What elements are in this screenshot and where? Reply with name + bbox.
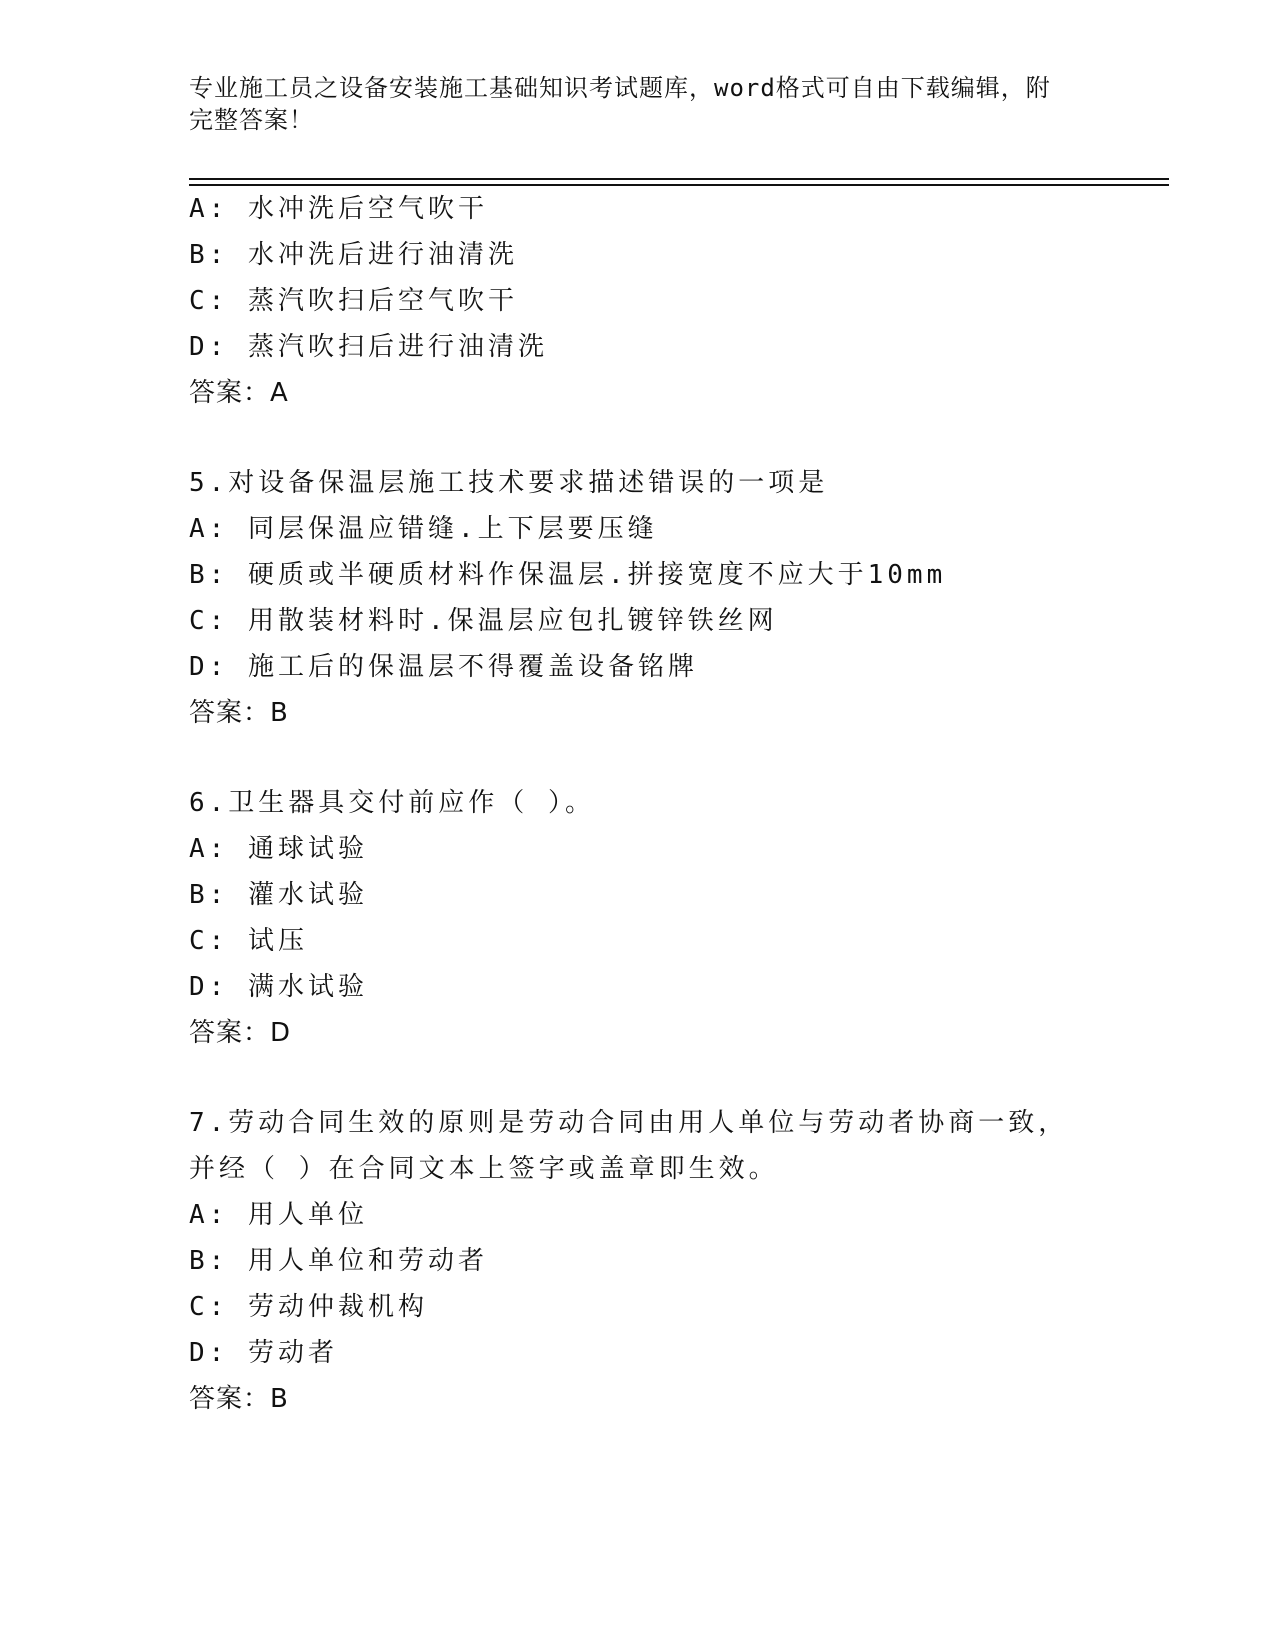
option-d: D: 满水试验 xyxy=(189,972,368,1002)
answer-line: 答案：A xyxy=(189,378,289,408)
question-block-4 xyxy=(189,186,1169,416)
document-header: 专业施工员之设备安装施工基础知识考试题库，word格式可自由下载编辑，附完整答案！ xyxy=(189,74,1051,134)
question-text: 5.对设备保温层施工技术要求描述错误的一项是 xyxy=(189,468,829,498)
answer-line: 答案：D xyxy=(189,1018,292,1048)
option-b: B: 灌水试验 xyxy=(189,880,368,910)
header-rule-top xyxy=(189,178,1169,180)
option-d: D: 劳动者 xyxy=(189,1338,338,1368)
option-a: A: 同层保温应错缝.上下层要压缝 xyxy=(189,514,658,544)
option-d: D: 施工后的保温层不得覆盖设备铭牌 xyxy=(189,652,698,682)
document-body xyxy=(189,186,1169,1422)
answer-line: 答案：B xyxy=(189,698,289,728)
option-a: A: 用人单位 xyxy=(189,1200,368,1230)
option-c: C: 劳动仲裁机构 xyxy=(189,1292,428,1322)
option-b: B: 用人单位和劳动者 xyxy=(189,1246,488,1276)
question-text: 6.卫生器具交付前应作（ ）。 xyxy=(189,788,595,818)
question-text: 7.劳动合同生效的原则是劳动合同由用人单位与劳动者协商一致，并经（ ）在合同文本上签字或盖章即生效。 xyxy=(189,1108,1069,1184)
answer-line: 答案：B xyxy=(189,1384,289,1414)
option-c: C: 用散装材料时.保温层应包扎镀锌铁丝网 xyxy=(189,606,778,636)
option-c: C: 蒸汽吹扫后空气吹干 xyxy=(189,286,518,316)
option-c: C: 试压 xyxy=(189,926,308,956)
question-block-5 xyxy=(189,460,1169,736)
option-a: A: 水冲洗后空气吹干 xyxy=(189,194,488,224)
option-d: D: 蒸汽吹扫后进行油清洗 xyxy=(189,332,548,362)
question-block-6 xyxy=(189,780,1169,1056)
option-a: A: 通球试验 xyxy=(189,834,368,864)
option-b: B: 水冲洗后进行油清洗 xyxy=(189,240,518,270)
question-block-7 xyxy=(189,1100,1169,1422)
option-b: B: 硬质或半硬质材料作保温层.拼接宽度不应大于10mm xyxy=(189,560,947,590)
